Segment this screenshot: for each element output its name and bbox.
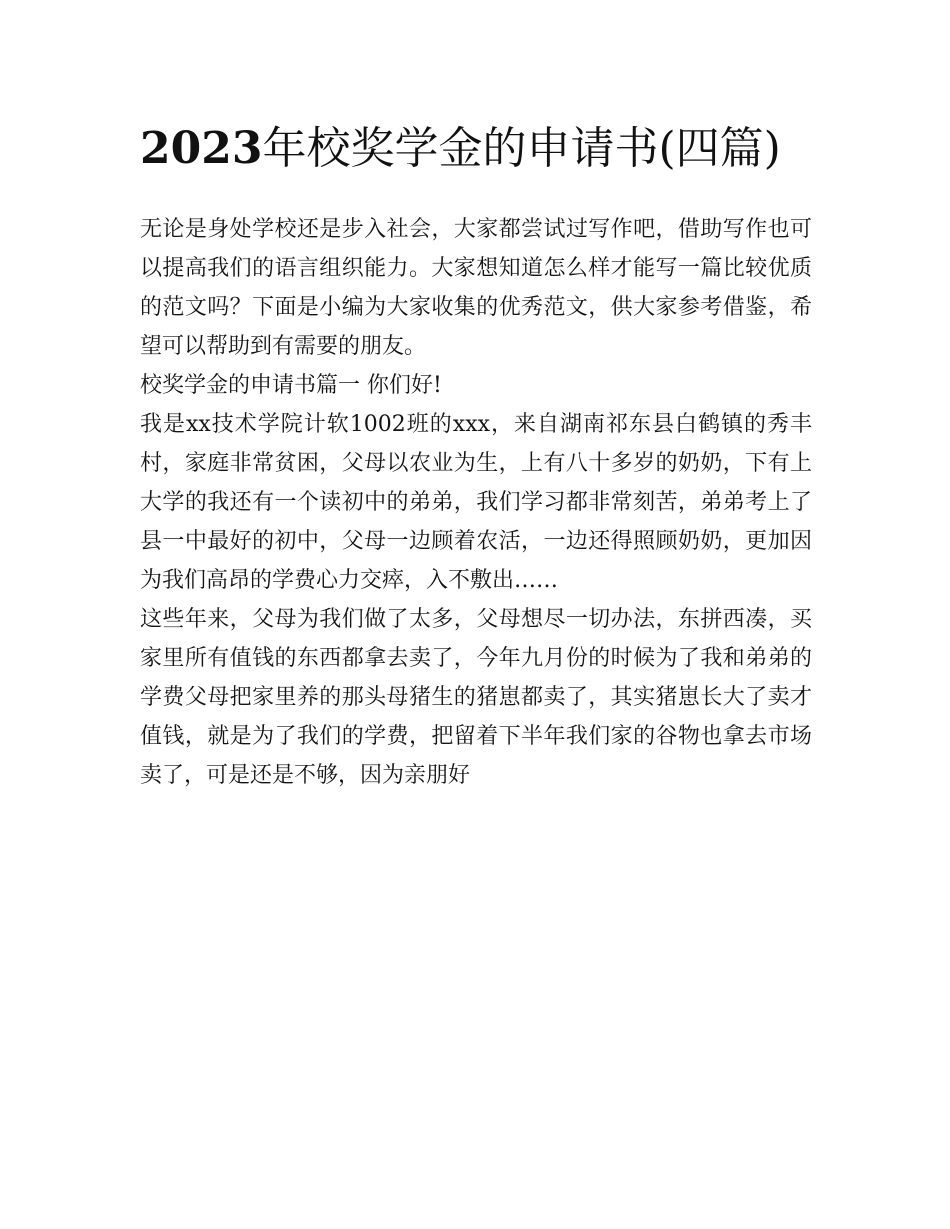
intro-paragraph: 无论是身处学校还是步入社会，大家都尝试过写作吧，借助写作也可以提高我们的语言组织能力。大家想知道怎么样才能写一篇比较优质的范文吗？下面是小编为大家收集的优秀范文，供大家参考借鉴，希望可以帮助到有需要的朋友。: [140, 217, 812, 359]
document-content: [140, 110, 812, 795]
body-paragraph-2: 这些年来，父母为我们做了太多，父母想尽一切办法，东拼西凑，买家里所有值钱的东西都拿去卖了，今年九月份的时候为了我和弟弟的学费父母把家里养的那头母猪生的猪崽都卖了，其实猪崽长大了卖才值钱，就是为了我们的学费，把留着下半年我们家的谷物也拿去市场卖了，可是还是不够，因为亲朋好: [140, 607, 812, 788]
section-heading: 校奖学金的申请书篇一 你们好!: [140, 373, 442, 398]
title-text: 年校奖学金的申请书(四篇): [262, 123, 781, 174]
title-year: 2023: [140, 123, 263, 174]
body-paragraph-1: 我是xx技术学院计软1002班的xxx，来自湖南祁东县白鹤镇的秀丰村，家庭非常贫困，父母以农业为生，上有八十多岁的奶奶，下有上大学的我还有一个读初中的弟弟，我们学习都非常刻苦，弟弟考上了县一中最好的初中，父母一边顾着农活，一边还得照顾奶奶，更加因为我们高昂的学费心力交瘁，入不敷出……: [140, 412, 812, 593]
page-title: [140, 110, 812, 188]
